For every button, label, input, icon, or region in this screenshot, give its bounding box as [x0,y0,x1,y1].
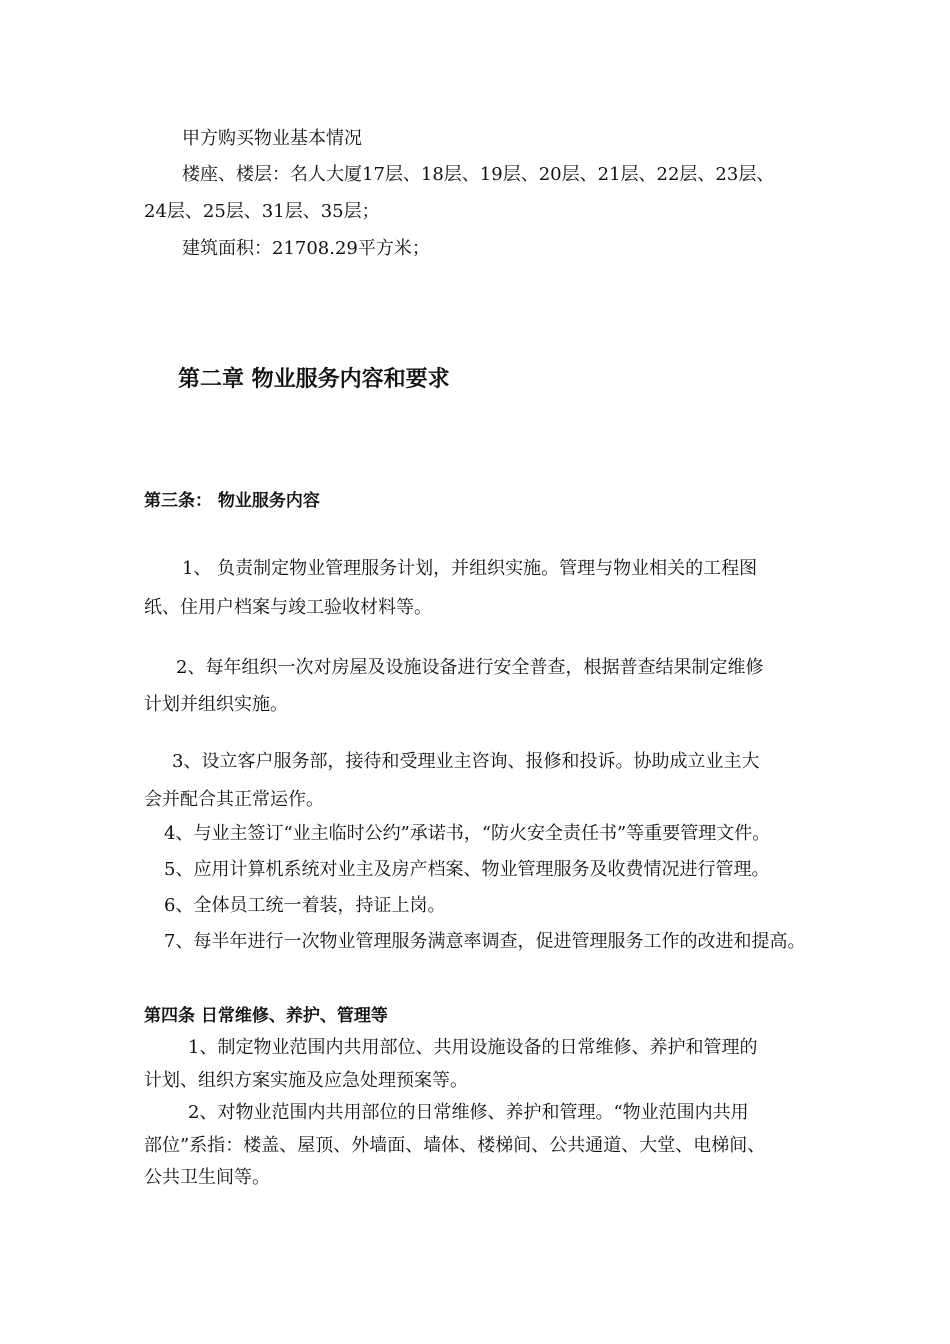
article-3-item-6: 6、全体员工统一着装，持证上岗。 [164,895,446,916]
floors-line-1: 楼座、楼层：名人大厦17层、18层、19层、20层、21层、22层、23层、 [182,164,775,185]
article-4-item-2-line-1: 2、对物业范围内共用部位的日常维修、养护和管理。“物业范围内共用 [188,1102,749,1123]
article-3-item-2-line-2: 计划并组织实施。 [144,694,288,715]
article-3-item-3-line-1: 3、设立客户服务部，接待和受理业主咨询、报修和投诉。协助成立业主大 [172,751,760,772]
article-4-item-1-line-2: 计划、组织方案实施及应急处理预案等。 [144,1070,468,1091]
article-4-item-1-line-1: 1、制定物业范围内共用部位、共用设施设备的日常维修、养护和管理的 [188,1037,758,1058]
floors-line-2: 24层、25层、31层、35层； [144,201,380,222]
article-3-item-1-line-1: 1、 负责制定物业管理服务计划，并组织实施。管理与物业相关的工程图 [182,558,758,579]
article-3-item-1-line-2: 纸、住用户档案与竣工验收材料等。 [144,597,432,618]
article-3-title: 第三条： 物业服务内容 [144,491,320,511]
article-4-title: 第四条 日常维修、养护、管理等 [144,1006,388,1026]
chapter-title: 第二章 物业服务内容和要求 [178,367,450,392]
article-4-item-2-line-3: 公共卫生间等。 [144,1167,270,1188]
article-3-item-5: 5、应用计算机系统对业主及房产档案、物业管理服务及收费情况进行管理。 [164,859,770,880]
article-4-item-2-line-2: 部位”系指：楼盖、屋顶、外墙面、墙体、楼梯间、公共通道、大堂、电梯间、 [144,1135,766,1156]
article-3-item-4: 4、与业主签订“业主临时公约”承诺书，“防火安全责任书”等重要管理文件。 [164,823,771,844]
property-info-heading: 甲方购买物业基本情况 [182,128,362,149]
article-3-item-7: 7、每半年进行一次物业管理服务满意率调查，促进管理服务工作的改进和提高。 [164,931,806,952]
article-3-item-2-line-1: 2、每年组织一次对房屋及设施设备进行安全普查，根据普查结果制定维修 [176,657,764,678]
building-area: 建筑面积：21708.29平方米； [182,238,430,259]
article-3-item-3-line-2: 会并配合其正常运作。 [144,789,324,810]
